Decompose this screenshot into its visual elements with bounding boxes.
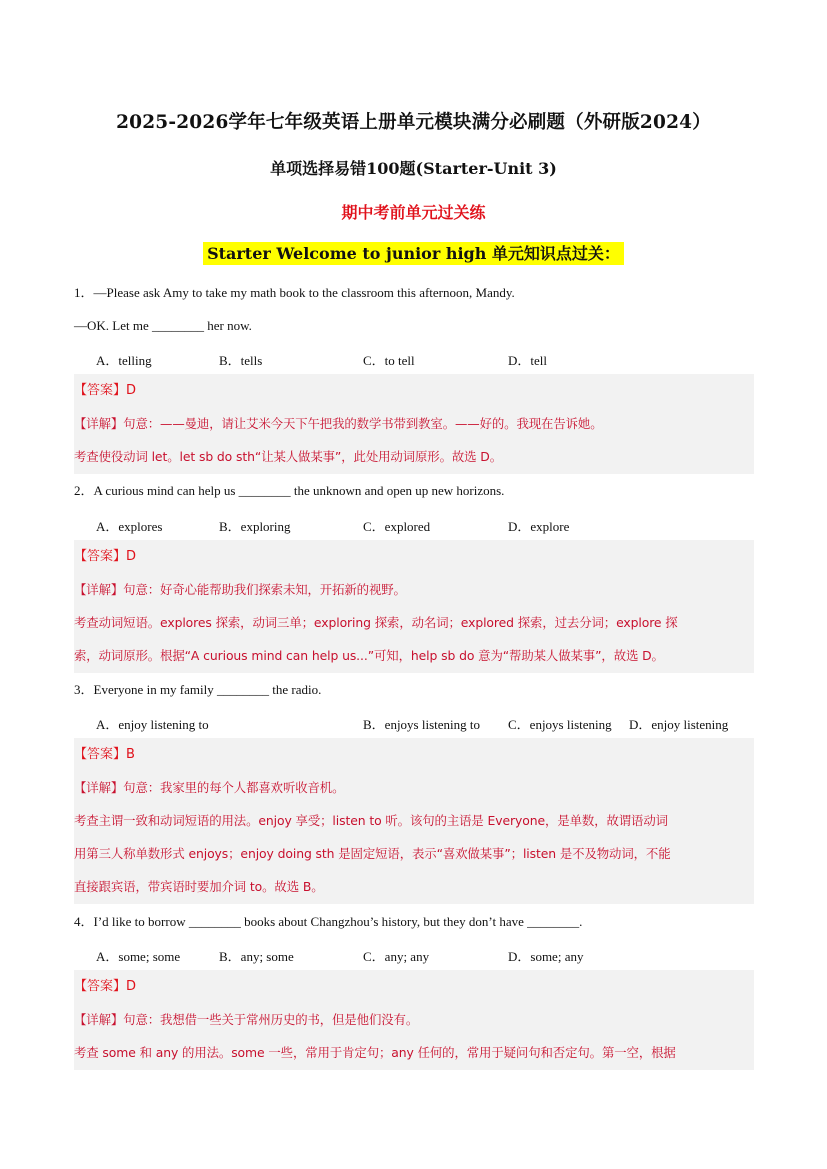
question-4-stem-line-1: 4．I’d like to borrow ________ books about Changzhou’s history, but they don’t have ________. (74, 914, 583, 929)
question-2-option-d: D．explore (508, 519, 570, 534)
question-1-option-b: B．tells (219, 353, 263, 368)
question-2-option-a: A．explores (96, 519, 163, 534)
question-3-answer: 【答案】B (74, 747, 135, 762)
question-2-stem-line-1: 2．A curious mind can help us ________ the unknown and open up new horizons. (74, 483, 505, 498)
section-heading: 期中考前单元过关练 (341, 203, 486, 222)
question-4-option-b: B．any; some (219, 949, 294, 964)
question-3-option-c: C．enjoys listening (508, 717, 612, 732)
question-2-detail-line-3: 索，动词原形。根据“A curious mind can help us...”可知，help sb do 意为“帮助某人做某事”，故选 D。 (74, 648, 664, 663)
question-1-detail-line-1: 【详解】句意：——曼迪，请让艾米今天下午把我的数学书带到教室。——好的。我现在告诉她。 (74, 416, 603, 431)
question-1-option-a: A．telling (96, 353, 152, 368)
document-title: 2025-2026学年七年级英语上册单元模块满分必刷题（外研版2024） (116, 112, 711, 133)
question-3-detail-line-2: 考查主谓一致和动词短语的用法。enjoy 享受；listen to 听。该句的主语是 Everyone，是单数，故谓语动词 (74, 813, 668, 828)
question-2-detail-line-2: 考查动词短语。explores 探索，动词三单；exploring 探索，动名词；explored 探索，过去分词；explore 探 (74, 615, 678, 630)
question-4-option-a: A．some; some (96, 949, 181, 964)
question-3-option-b: B．enjoys listening to (363, 717, 481, 732)
question-3-detail-line-3: 用第三人称单数形式 enjoys；enjoy doing sth 是固定短语，表示“喜欢做某事”；listen 是不及物动词，不能 (74, 846, 671, 861)
question-2-option-b: B．exploring (219, 519, 291, 534)
unit-heading (0, 241, 827, 264)
question-4-answer: 【答案】D (74, 979, 137, 994)
question-3-stem-line-1: 3．Everyone in my family ________ the radio. (74, 682, 322, 697)
question-1-stem-line-2: —OK. Let me ________ her now. (74, 318, 252, 333)
question-2-option-c: C．explored (363, 519, 431, 534)
question-1-option-c: C．to tell (363, 353, 415, 368)
question-4-detail-line-2: 考查 some 和 any 的用法。some 一些，常用于肯定句；any 任何的，常用于疑问句和否定句。第一空，根据 (74, 1045, 676, 1060)
question-1-answer: 【答案】D (74, 383, 137, 398)
question-3-option-a: A．enjoy listening to (96, 717, 209, 732)
unit-heading-text: Starter Welcome to junior high 单元知识点过关： (203, 242, 624, 265)
question-number: 3． (74, 682, 94, 697)
question-number: 1． (74, 285, 94, 300)
question-1-detail-line-2: 考查使役动词 let。let sb do sth“让某人做某事”，此处用动词原形。故选 D。 (74, 449, 503, 464)
question-2-detail-line-1: 【详解】句意：好奇心能帮助我们探索未知，开拓新的视野。 (74, 582, 406, 597)
question-3-option-d: D．enjoy listening (629, 717, 729, 732)
question-1-stem-line-1: 1．—Please ask Amy to take my math book to the classroom this afternoon, Mandy. (74, 285, 515, 300)
question-4-detail-line-1: 【详解】句意：我想借一些关于常州历史的书，但是他们没有。 (74, 1012, 419, 1027)
question-1-option-d: D．tell (508, 353, 547, 368)
question-4-option-c: C．any; any (363, 949, 430, 964)
question-4-option-d: D．some; any (508, 949, 584, 964)
question-number: 4． (74, 914, 94, 929)
question-number: 2． (74, 483, 94, 498)
question-3-detail-line-4: 直接跟宾语，带宾语时要加介词 to。故选 B。 (74, 879, 324, 894)
question-2-answer: 【答案】D (74, 549, 137, 564)
document-subtitle: 单项选择易错100题(Starter-Unit 3) (270, 159, 557, 178)
question-3-detail-line-1: 【详解】句意：我家里的每个人都喜欢听收音机。 (74, 780, 345, 795)
